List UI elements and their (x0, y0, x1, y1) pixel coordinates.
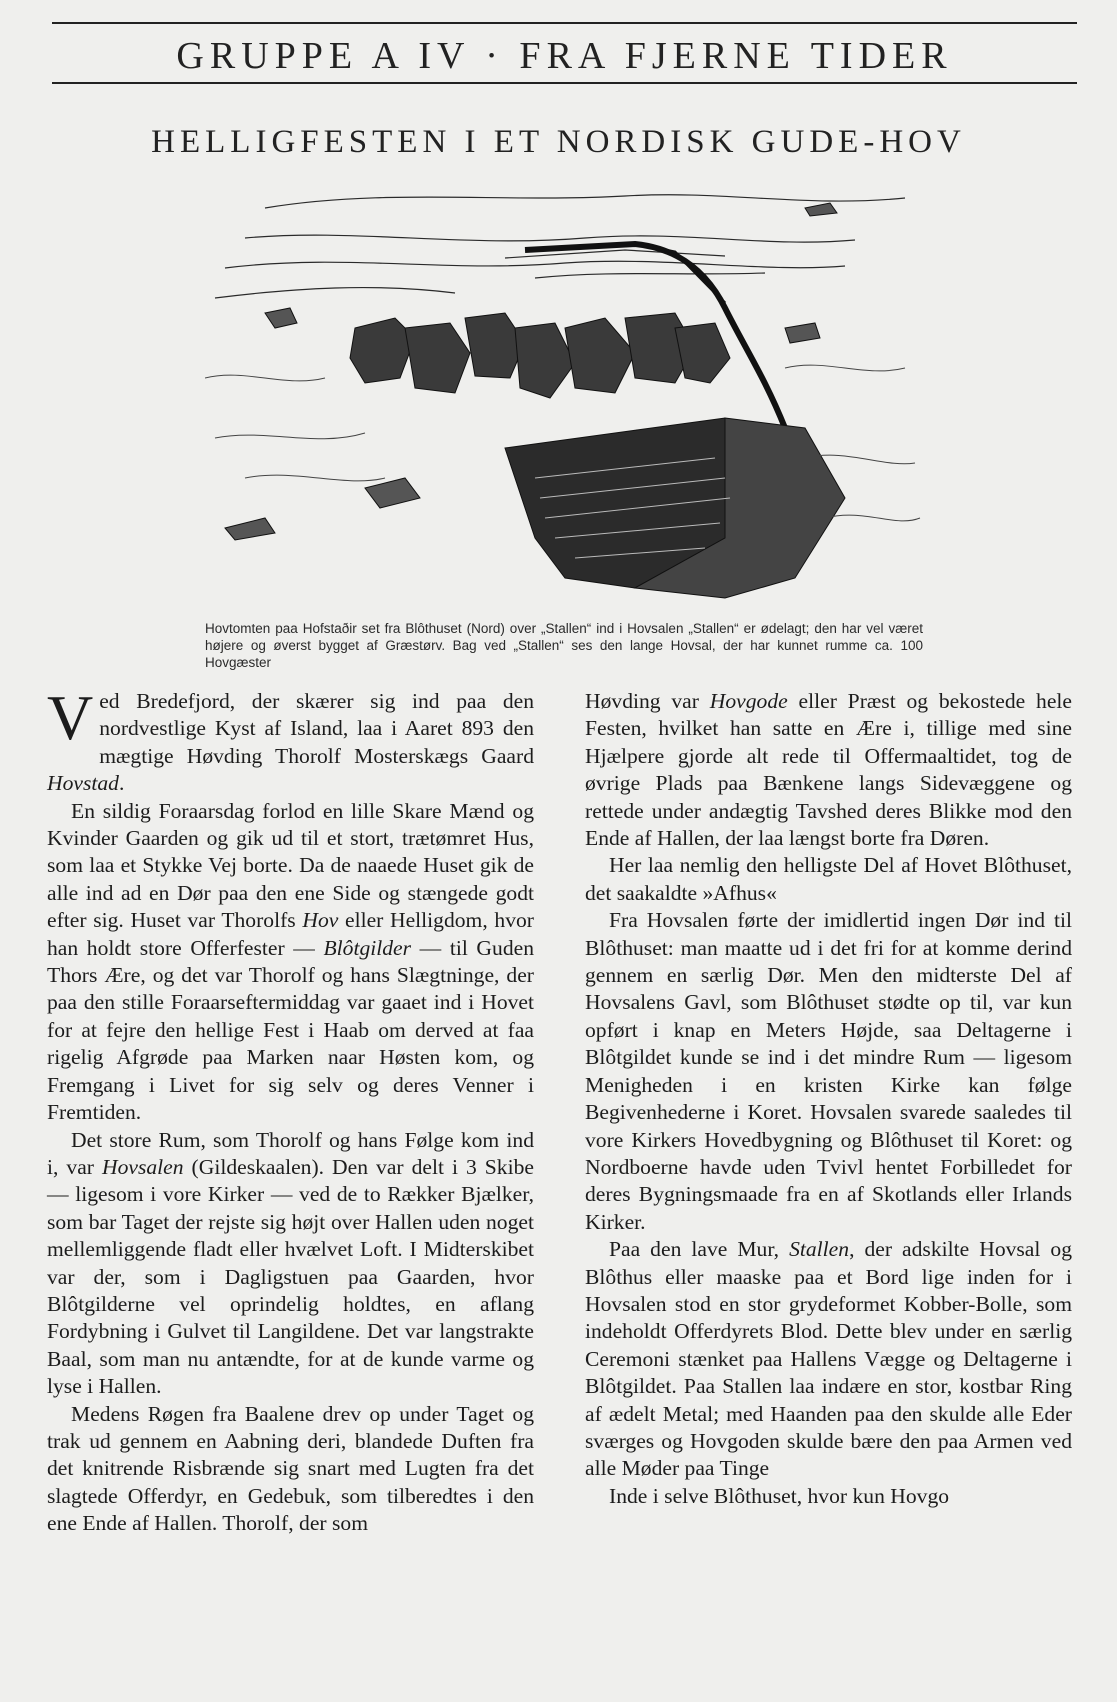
article-column-right (585, 688, 1072, 1510)
paragraph: Paa den lave Mur, Stallen, der adskilte Hovsal og Blôthus eller maaske paa et Bord lige inden for i Hovsalen stod en stor grydeformet Kobber-Bolle, som indeholdt Offerdyrets Blod. Dette blev under en særlig Ceremoni stænket paa Hallens Vægge og Deltagerne i Blôtgildet. Paa Stallen laa indære en stor, kostbar Ring af ædelt Metal; med Haanden paa den skulde alle Eder sværges og Hovgoden skulde bære den paa Armen ved alle Møder paa Tinge (585, 1237, 1072, 1481)
paragraph: Her laa nemlig den helligste Del af Hovet Blôthuset, det saakaldte »Afhus« (585, 853, 1072, 905)
paragraph: Høvding var Hovgode eller Præst og bekostede hele Festen, hvilket han satte en Ære i, tillige med sine Hjælpere gjorde alt rede til Offermaaltidet, tog de øvrige Plads paa Bænkene langs Sidevæggene og rettede under andægtig Tavshed deres Blikke mod den Ende af Hallen, der laa længst borte fra Døren. (585, 689, 1072, 851)
paragraph: Ved Bredefjord, der skærer sig ind paa den nordvestlige Kyst af Island, laa i Aaret 893 den mægtige Høvding Thorolf Mosterskægs Gaard Hovstad. (47, 682, 534, 796)
top-rule (52, 22, 1077, 24)
header-bottom-rule (52, 82, 1077, 84)
paragraph: Medens Røgen fra Baalene drev op under Taget og trak ud gennem en Aabning deri, blandede Duften fra det knitrende Risbrænde sig snart med Lugten fra det slagtede Offerdyr, en Gedebuk, som tilberedtes i den ene Ende af Hallen. Thorolf, der som (47, 1401, 534, 1536)
illustration-caption: Hovtomten paa Hofstaðir set fra Blôthuset (Nord) over „Stallen“ ind i Hovsalen „Stallen“ er ødelagt; den har vel været højere og øverst bygget af Græstørv. Bag ved „Stallen“ ses den lange Hovsal, der har kunnet rumme ca. 100 Hovgæster (205, 621, 923, 670)
article-column-left (47, 682, 534, 1538)
article-title: HELLIGFESTEN I ET NORDISK GUDE-HOV (151, 124, 966, 160)
paragraph: Fra Hovsalen førte der imidlertid ingen Dør ind til Blôthuset: man maatte ud i det fri for at komme derind gennem en særlig Dør. Men den midterste Del af Hovsalens Gavl, som Blôthuset stødte op til, var kun opført i knap en Meters Højde, saa Deltagerne i Blôtgildet kunde se ind i det mindre Rum — ligesom Menigheden i en kristen Kirke kan følge Begivenhederne i Koret. Hovsalen svarede saaledes til vore Kirkers Hovedbygning og Blôthuset til Koret: og Nordboerne havde uden Tvivl hentet Forbilledet for deres Bygningsmaade fra en af Skotlands eller Irlands Kirker. (585, 908, 1072, 1234)
landscape-illustration (205, 178, 925, 608)
section-header: GRUPPE A IV · FRA FJERNE TIDER (176, 35, 953, 77)
paragraph: Det store Rum, som Thorolf og hans Følge kom ind i, var Hovsalen (Gildeskaalen). Den var delt i 3 Skibe — ligesom i vore Kirker — ved de to Rækker Bjælker, som bar Taget der rejste sig højt over Hallen uden noget mellemliggende fladt eller hvælvet Loft. I Midterskibet var der, som i Dagligstuen paa Gaarden, hvor Blôtgilderne vel oprindelig holdtes, en aflang Fordybning i Gulvet til Langildene. Det var langstrakte Baal, som man nu antændte, for at de kunde varme og lyse i Hallen. (47, 1127, 534, 1399)
paragraph: En sildig Foraarsdag forlod en lille Skare Mænd og Kvinder Gaarden og gik ud til et stort, trætømret Hus, som laa et Stykke Vej borte. Da de naaede Huset gik de alle ind ad en Dør paa den ene Side og stængede godt efter sig. Huset var Thorolfs Hov eller Helligdom, hvor han holdt store Offerfester — Blôtgilder — til Guden Thors Ære, og det var Thorolf og hans Slægtninge, der paa den stille Foraarseftermiddag var gaaet ind i Hovet for at fejre den hellige Fest i Haab om derved at faa rigelig Afgrøde paa Marken naar Høsten kom, og Fremgang i Livet for sig selv og deres Venner i Fremtiden. (47, 798, 534, 1125)
drop-cap: V (47, 682, 94, 753)
paragraph: Inde i selve Blôthuset, hvor kun Hovgo (609, 1483, 950, 1508)
